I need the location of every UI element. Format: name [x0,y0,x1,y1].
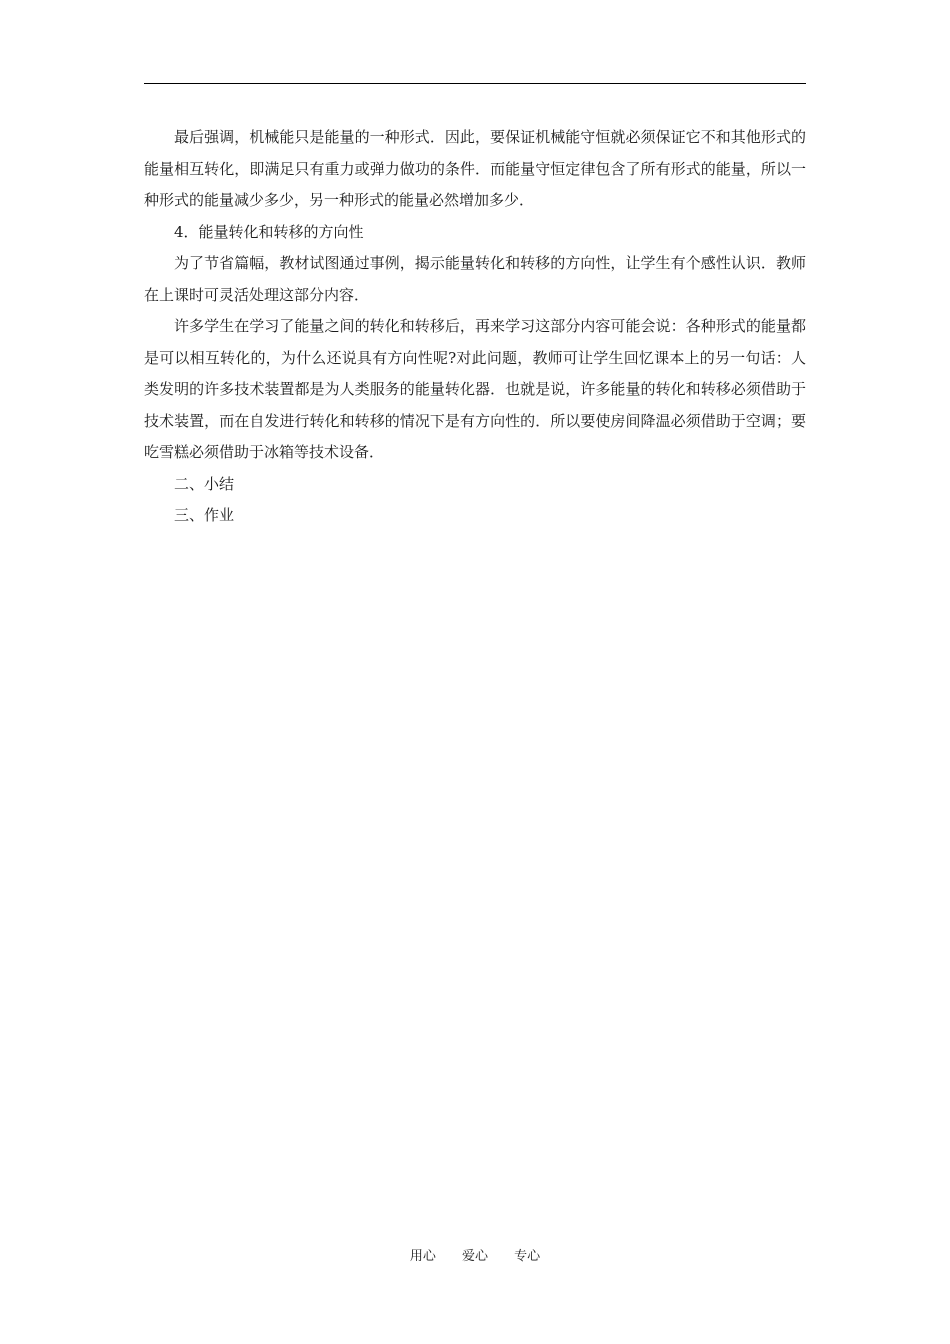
header-rule [144,83,806,84]
paragraph-energy-conservation: 最后强调，机械能只是能量的一种形式．因此，要保证机械能守恒就必须保证它不和其他形式的能量相互转化，即满足只有重力或弹力做功的条件．而能量守恒定律包含了所有形式的能量，所以一种形式的能量减少多少，另一种形式的能量必然增加多少． [144,128,806,209]
footer-item: 爱心 [461,1249,488,1264]
page-footer [0,1248,950,1266]
section-heading-summary: 二、小结 [174,474,235,493]
footer-item: 专心 [514,1249,541,1264]
section-heading-direction: 4．能量转化和转移的方向性 [174,222,364,241]
paragraph-student-question: 许多学生在学习了能量之间的转化和转移后，再来学习这部分内容可能会说：各种形式的能量都是可以相互转化的，为什么还说具有方向性呢?对此问题，教师可让学生回忆课本上的另一句话：人类发明的许多技术装置都是为人类服务的能量转化器．也就是说，许多能量的转化和转移必须借助于技术装置，而在自发进行转化和转移的情况下是有方向性的．所以要使房间降温必须借助于空调；要吃雪糕必须借助于冰箱等技术设备． [144,317,806,461]
document-body [144,122,806,532]
section-heading-homework: 三、作业 [174,506,235,524]
paragraph-textbook-examples: 为了节省篇幅，教材试图通过事例，揭示能量转化和转移的方向性，让学生有个感性认识．教师在上课时可灵活处理这部分内容． [144,254,806,304]
footer-item: 用心 [409,1249,436,1264]
